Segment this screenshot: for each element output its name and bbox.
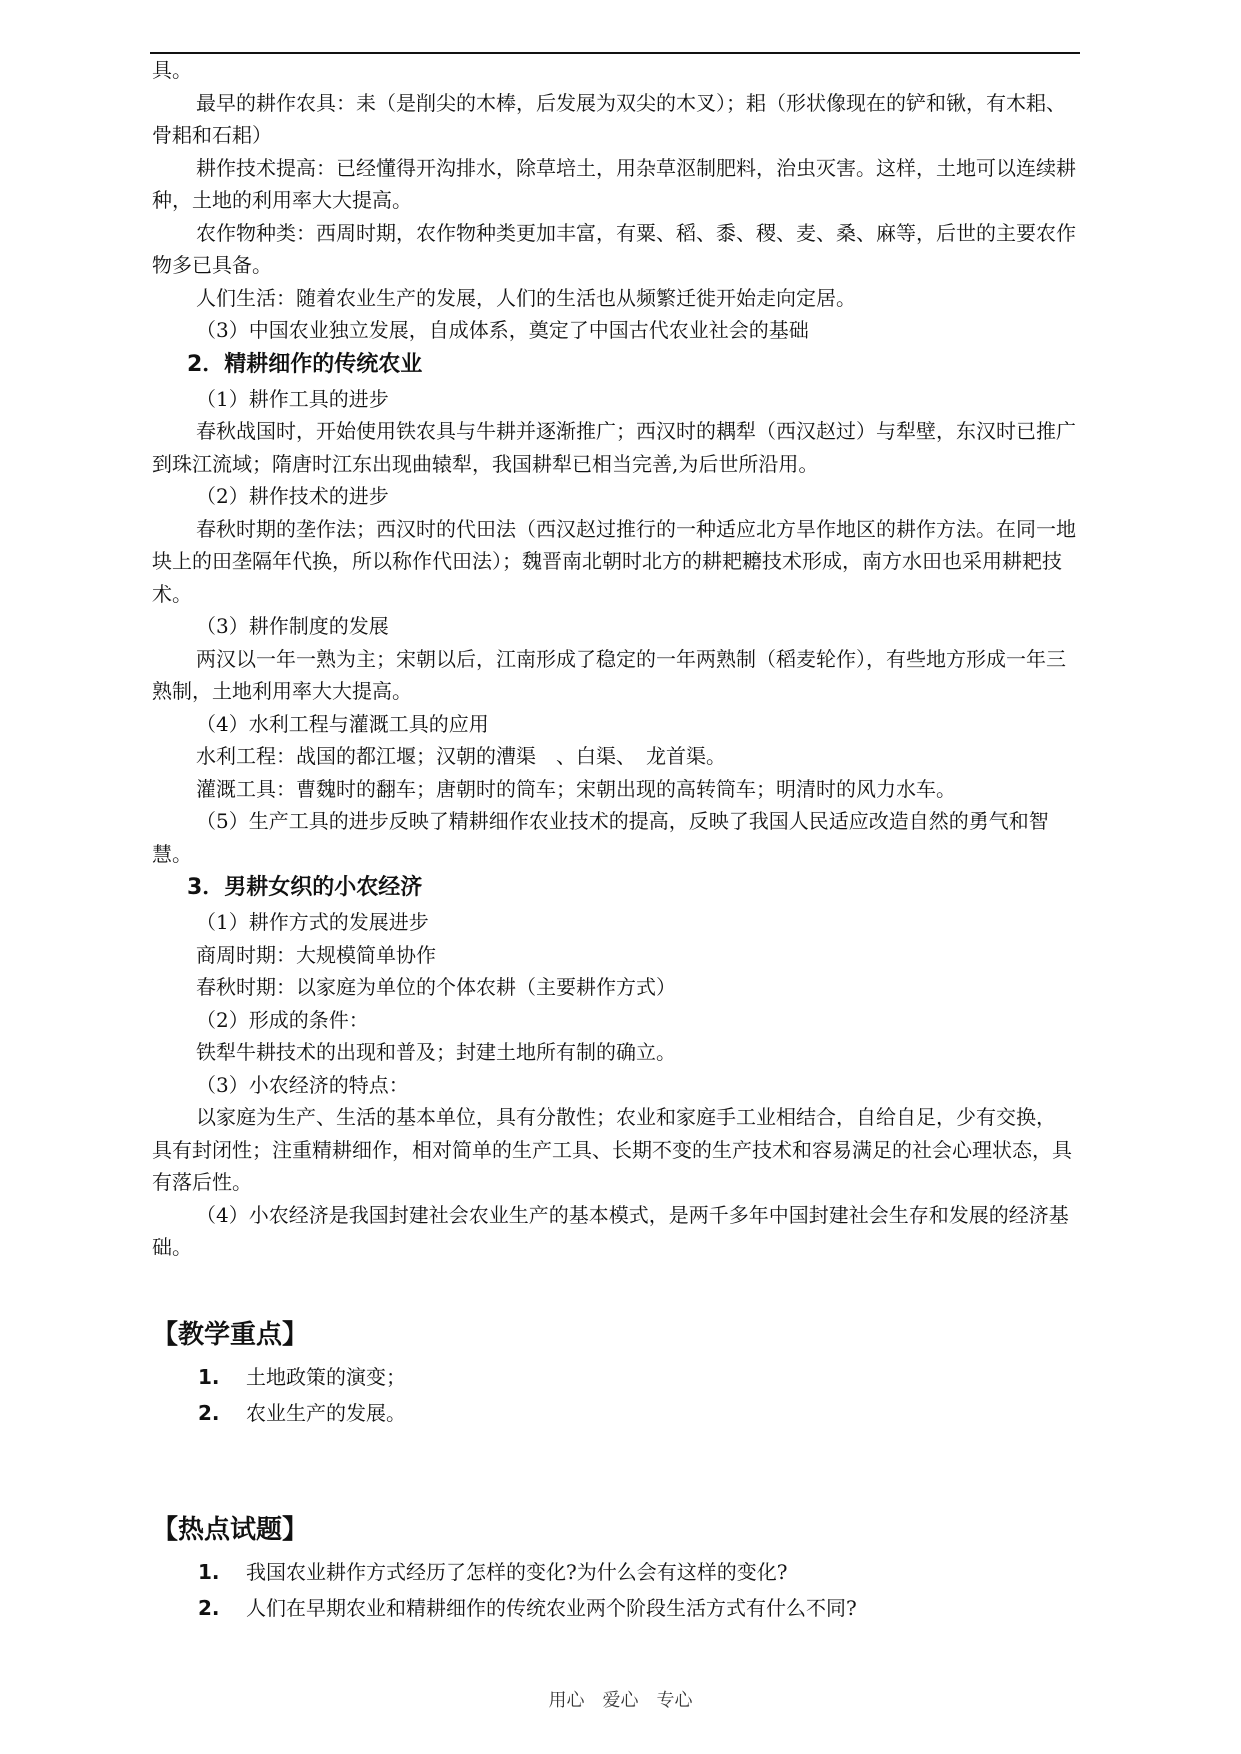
sec3-sub2-heading: （2）形成的条件： (196, 1007, 369, 1032)
list-text: 农业生产的发展。 (246, 1400, 406, 1425)
sec3-sub4-text: （4）小农经济是我国封建社会农业生产的基本模式，是两千多年中国封建社会生存和发展的经济基础。 (152, 1202, 1069, 1259)
early-techniques-paragraph: 耕作技术提高：已经懂得开沟排水，除草培土，用杂草沤制肥料，治虫灭害。这样，土地可以连续耕种，土地的利用率大大提高。 (152, 155, 1076, 212)
list-text: 人们在早期农业和精耕细作的传统农业两个阶段生活方式有什么不同? (246, 1595, 857, 1620)
early-tools-paragraph: 最早的耕作农具：耒（是削尖的木棒，后发展为双尖的木叉）；耜（形状像现在的铲和锹，有木耜、骨耜和石耜） (152, 90, 1066, 147)
section-3-heading: 3．男耕女织的小农经济 (187, 875, 423, 900)
early-crops-paragraph: 农作物种类：西周时期，农作物种类更加丰富，有粟、稻、黍、稷、麦、桑、麻等，后世的主要农作物多已具备。 (152, 220, 1076, 277)
hot-topics-heading: 【热点试题】 (152, 1514, 309, 1545)
list-item (152, 1590, 1080, 1626)
sec3-sub1-heading: （1）耕作方式的发展进步 (196, 910, 429, 934)
sec3-chunqiu: 春秋时期：以家庭为单位的个体农耕（主要耕作方式） (196, 975, 676, 999)
sec3-sub3-heading: （3）小农经济的特点： (196, 1072, 409, 1097)
sec2-sub5-text: （5）生产工具的进步反映了精耕细作农业技术的提高，反映了我国人民适应改造自然的勇气和智慧。 (152, 809, 1049, 866)
early-life-paragraph: 人们生活：随着农业生产的发展，人们的生活也从频繁迁徙开始走向定居。 (196, 285, 856, 310)
sec2-sub3-heading: （3）耕作制度的发展 (196, 614, 389, 638)
hot-topics-list (152, 1554, 1080, 1626)
sec2-sub1-text: 春秋战国时，开始使用铁农具与牛耕并逐渐推广；西汉时的耦犁（西汉赵过）与犁壁，东汉时已推广到珠江流域；隋唐时江东出现曲辕犁，我国耕犁已相当完善,为后世所沿用。 (152, 419, 1076, 476)
sec3-sub2-text: 铁犁牛耕技术的出现和普及；封建土地所有制的确立。 (196, 1040, 676, 1064)
document-body (152, 54, 1080, 1626)
sec2-irrigation-tools: 灌溉工具：曹魏时的翻车；唐朝时的筒车；宋朝出现的高转筒车；明清时的风力水车。 (196, 776, 956, 801)
list-text: 土地政策的演变； (246, 1364, 406, 1389)
sec2-sub1-heading: （1）耕作工具的进步 (196, 386, 389, 411)
key-points-list (152, 1359, 1080, 1431)
sec3-sub3-text: 以家庭为生产、生活的基本单位，具有分散性；农业和家庭手工业相结合，自给自足，少有交换， 具有封闭性；注重精耕细作，相对简单的生产工具、长期不变的生产技术和容易满足的社会心理状态，具有落后性。 (152, 1105, 1072, 1194)
list-item (152, 1359, 1080, 1395)
list-number: 2. (198, 1595, 220, 1620)
section-2-heading: 2．精耕细作的传统农业 (187, 351, 423, 377)
list-text: 我国农业耕作方式经历了怎样的变化?为什么会有这样的变化? (246, 1559, 788, 1584)
sec2-sub2-heading: （2）耕作技术的进步 (196, 484, 389, 508)
list-number: 1. (198, 1364, 220, 1389)
sec2-sub4-heading: （4）水利工程与灌溉工具的应用 (196, 711, 489, 736)
list-item (152, 1395, 1080, 1431)
sec3-shang-zhou: 商周时期：大规模简单协作 (196, 942, 436, 967)
sec2-sub2-text: 春秋时期的垄作法；西汉时的代田法（西汉赵过推行的一种适应北方旱作地区的耕作方法。在同一地块上的田垄隔年代换，所以称作代田法）；魏晋南北朝时北方的耕耙耱技术形成，南方水田也采用耕耙技术。 (152, 516, 1076, 606)
continuation-text: 具。 (152, 58, 192, 82)
list-item (152, 1554, 1080, 1590)
page-footer: 用心 爱心 专心 (548, 1690, 693, 1711)
key-points-heading: 【教学重点】 (152, 1319, 309, 1350)
sec2-water-projects: 水利工程：战国的都江堰；汉朝的漕渠 、白渠、 龙首渠。 (196, 744, 726, 768)
list-number: 1. (198, 1559, 220, 1584)
early-point-3: （3）中国农业独立发展，自成体系，奠定了中国古代农业社会的基础 (196, 318, 809, 342)
list-number: 2. (198, 1400, 220, 1425)
sec2-sub3-text: 两汉以一年一熟为主；宋朝以后，江南形成了稳定的一年两熟制（稻麦轮作），有些地方形成一年三熟制，土地利用率大大提高。 (152, 646, 1066, 703)
